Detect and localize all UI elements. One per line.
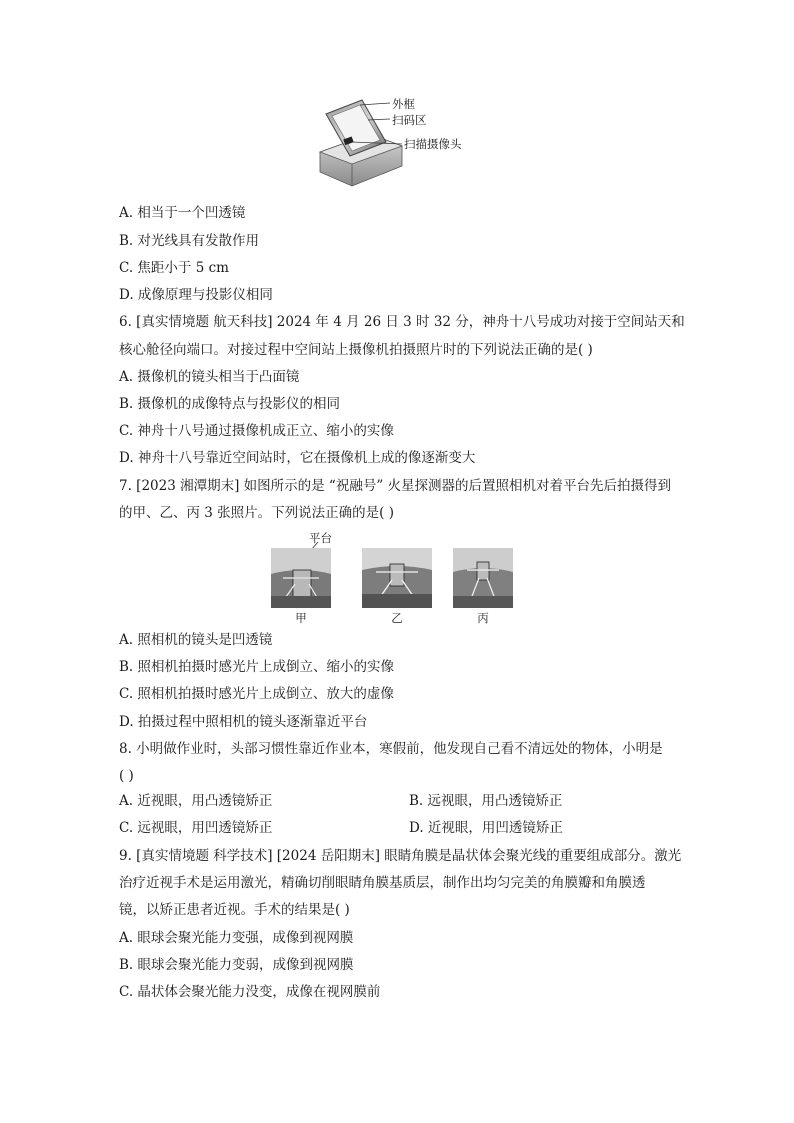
q8-stem-line2: ( )	[119, 768, 134, 784]
q5-option-a: A. 相当于一个凹透镜	[119, 205, 246, 221]
q7-stem-line1: 7. [2023 湘潭期末] 如图所示的是 “祝融号” 火星探测器的后置照相机对着平台先后拍摄得到	[119, 478, 672, 494]
q5-option-b: B. 对光线具有发散作用	[119, 233, 260, 249]
q9-stem-line3: 镜，以矫正患者近视。手术的结果是( )	[119, 902, 350, 918]
q9-option-a: A. 眼球会聚光能力变强，成像到视网膜	[119, 930, 354, 946]
q7-option-c: C. 照相机拍摄时感光片上成倒立、放大的虚像	[119, 686, 394, 702]
photo-bing	[453, 548, 513, 608]
q9-stem-line1: 9. [真实情境题 科学技术] [2024 岳阳期末] 眼睛角膜是晶状体会聚光线的重要组成部分。激光	[119, 848, 682, 864]
q7-option-b: B. 照相机拍摄时感光片上成倒立、缩小的实像	[119, 659, 395, 675]
platform-label: 平台	[309, 531, 332, 545]
label-frame: 外框	[392, 97, 415, 111]
photo-caption-yi: 乙	[391, 611, 403, 625]
photo-yi	[362, 548, 432, 608]
q8-option-c: C. 远视眼，用凹透镜矫正	[119, 820, 273, 836]
q5-option-d: D. 成像原理与投影仪相同	[119, 287, 273, 303]
q6-stem-line1: 6. [真实情境题 航天科技] 2024 年 4 月 26 日 3 时 32 分，神舟十八号成功对接于空间站天和	[119, 314, 685, 330]
q8-stem-line1: 8. 小明做作业时，头部习惯性靠近作业本，寒假前，他发现自己看不清远处的物体，小明是	[119, 741, 663, 757]
q8-option-b: B. 远视眼，用凸透镜矫正	[409, 793, 563, 809]
q6-option-b: B. 摄像机的成像特点与投影仪的相同	[119, 396, 341, 412]
q8-option-d: D. 近视眼，用凹透镜矫正	[409, 820, 563, 836]
q7-option-d: D. 拍摄过程中照相机的镜头逐渐靠近平台	[119, 714, 368, 730]
q6-option-c: C. 神舟十八号通过摄像机成正立、缩小的实像	[119, 423, 394, 439]
q8-option-a: A. 近视眼，用凸透镜矫正	[119, 793, 273, 809]
q7-option-a: A. 照相机的镜头是凹透镜	[119, 632, 273, 648]
q6-stem-line2: 核心舱径向端口。对接过程中空间站上摄像机拍摄照片时的下列说法正确的是( )	[119, 342, 593, 358]
q6-option-d: D. 神舟十八号靠近空间站时，它在摄像机上成的像逐渐变大	[119, 450, 476, 466]
photo-caption-jia: 甲	[295, 611, 307, 625]
q6-option-a: A. 摄像机的镜头相当于凸面镜	[119, 369, 300, 385]
q7-stem-line2: 的甲、乙、丙 3 张照片。下列说法正确的是( )	[119, 505, 394, 521]
q5-option-c: C. 焦距小于 5 cm	[119, 260, 229, 276]
q9-option-b: B. 眼球会聚光能力变弱，成像到视网膜	[119, 957, 354, 973]
photo-caption-bing: 丙	[477, 611, 489, 625]
label-scan-camera: 扫描摄像头	[404, 137, 462, 151]
label-scan-area: 扫码区	[392, 113, 427, 127]
photo-jia	[271, 548, 331, 608]
q9-option-c: C. 晶状体会聚光能力没变，成像在视网膜前	[119, 984, 381, 1000]
q9-stem-line2: 治疗近视手术是运用激光，精确切削眼睛角膜基质层，制作出均匀完美的角膜瓣和角膜透	[119, 875, 646, 891]
